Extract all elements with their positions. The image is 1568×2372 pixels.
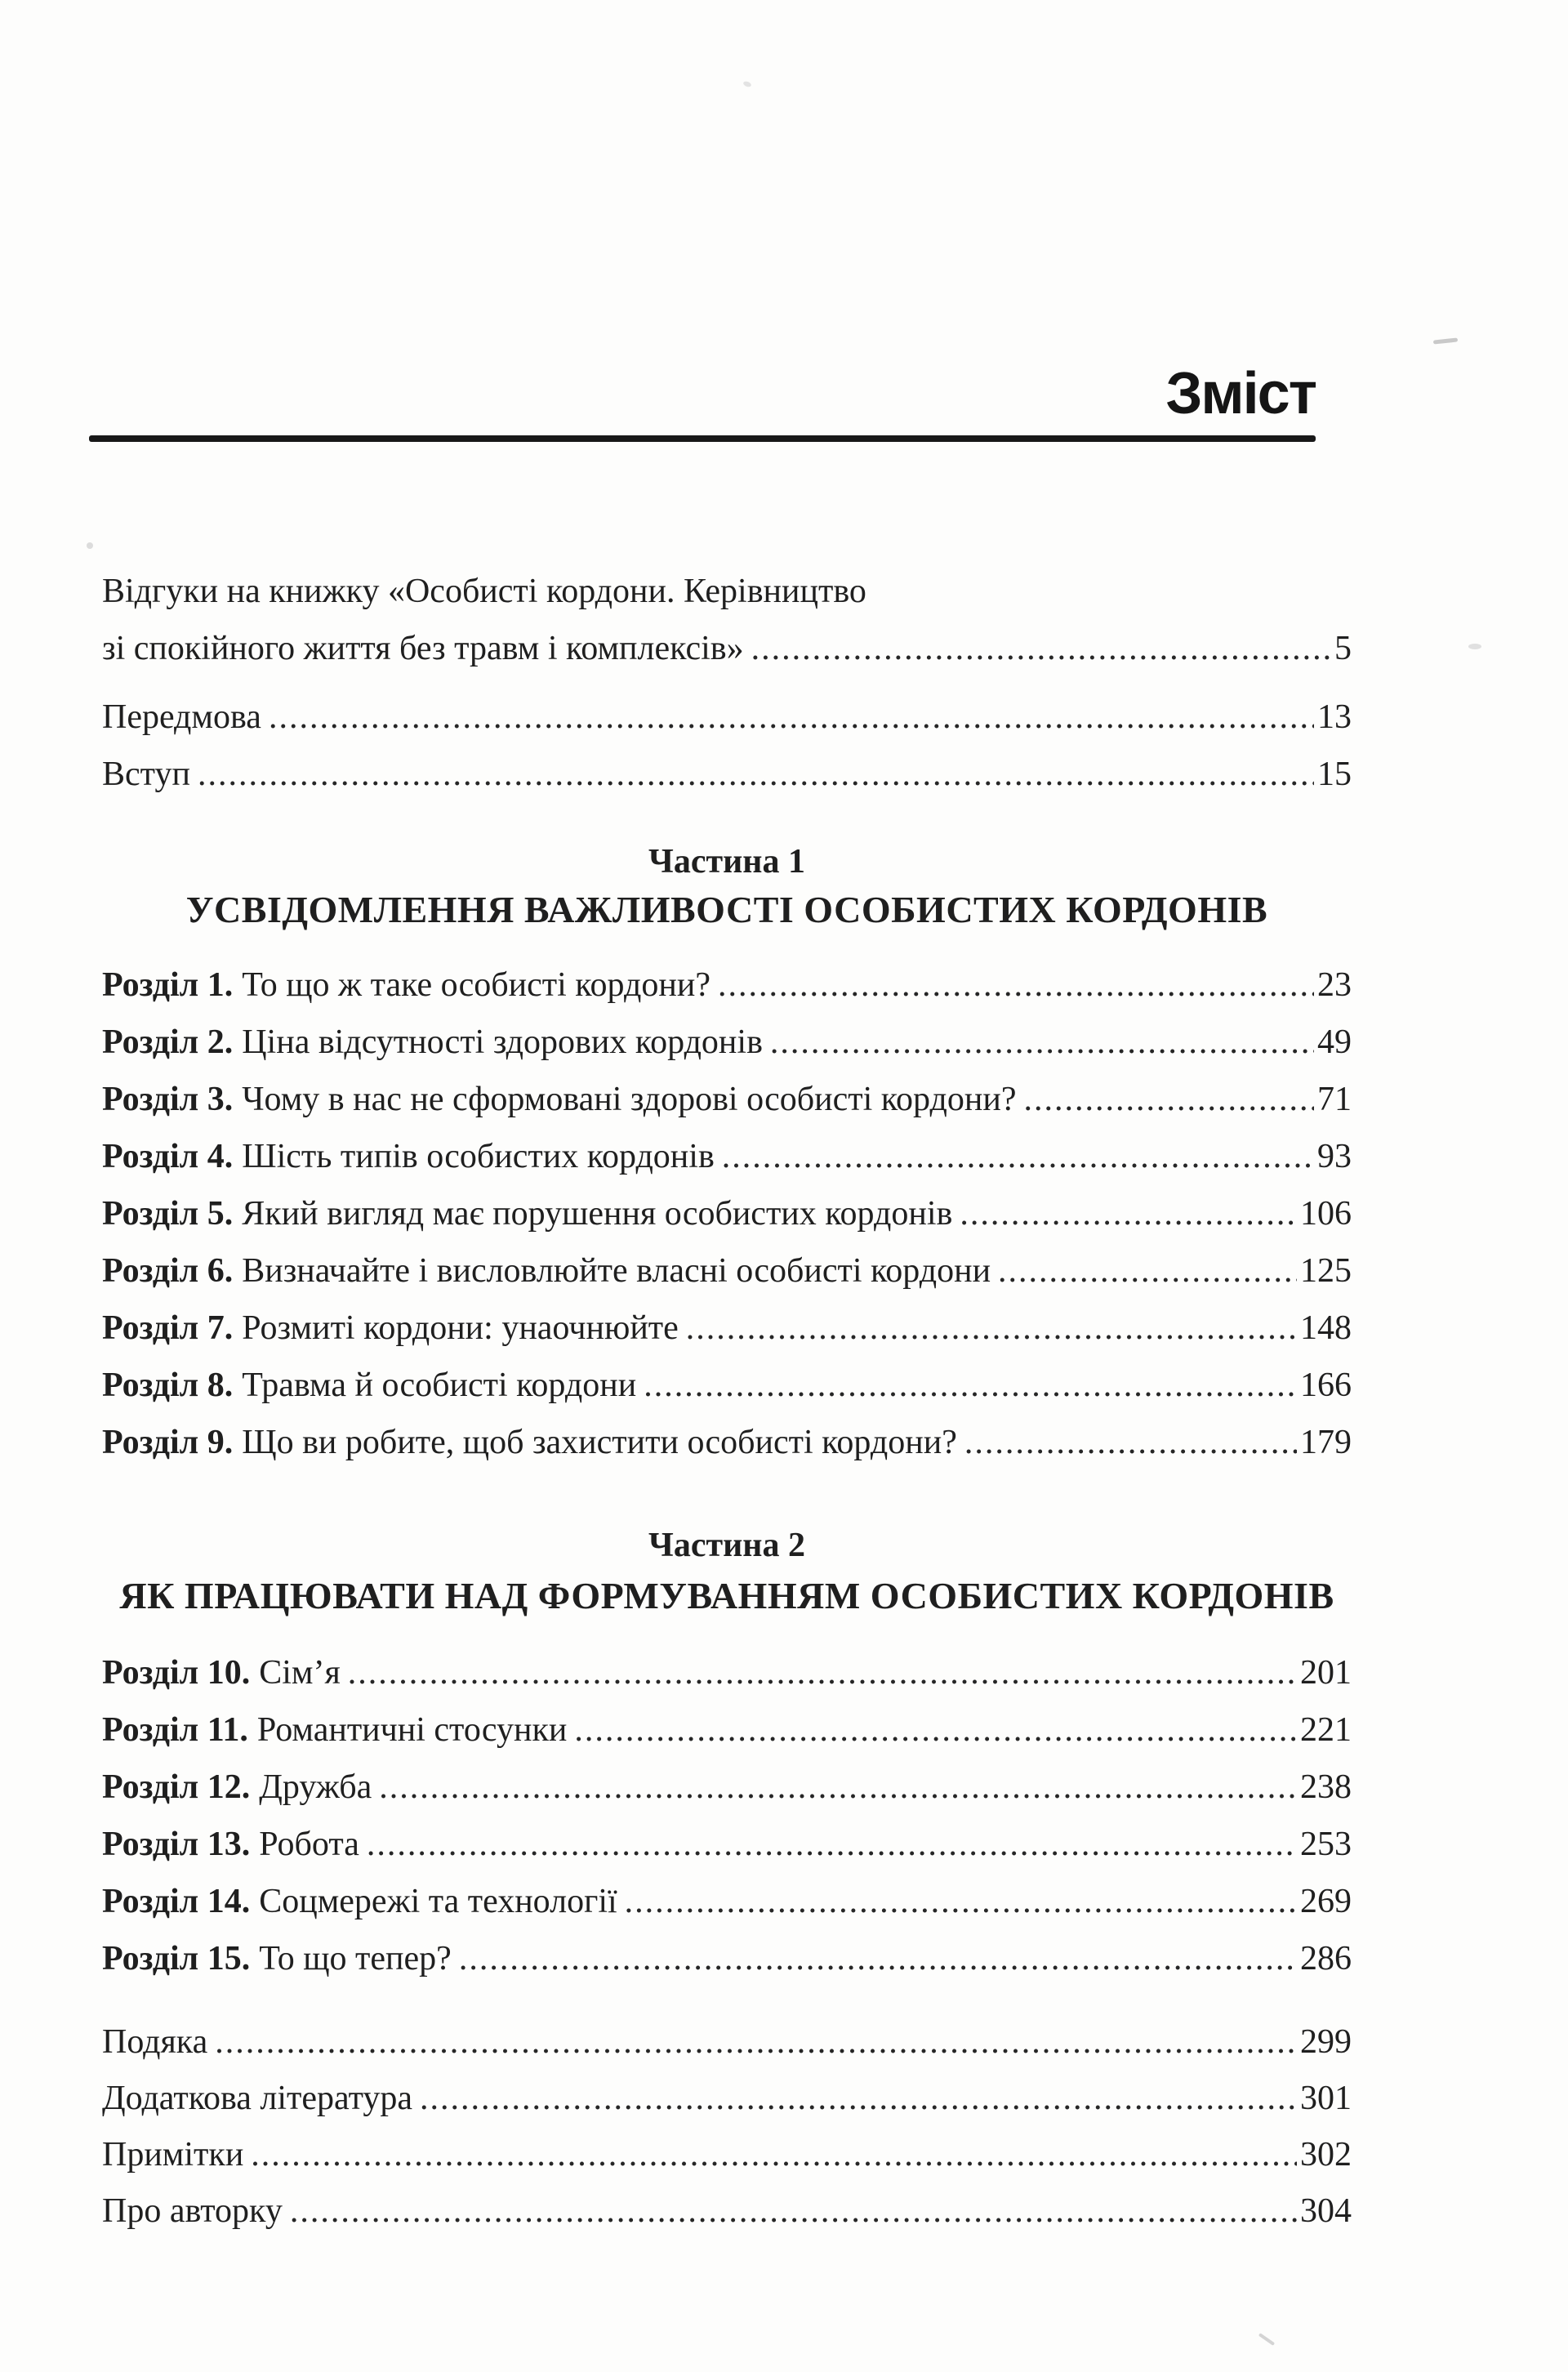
dot-leader [215, 2014, 1297, 2071]
toc-entry-row [102, 689, 1352, 746]
toc-entry-row [102, 1816, 1352, 1873]
part-1-heading: УСВІДОМЛЕННЯ ВАЖЛИВОСТІ ОСОБИСТИХ КОРДОНІВ [185, 889, 1268, 930]
toc-entry-row [102, 1701, 1352, 1759]
page-number: 148 [1300, 1309, 1352, 1347]
page-number: 5 [1334, 630, 1352, 667]
entry-label: Подяка [102, 2023, 208, 2061]
toc-entry-row [102, 1930, 1352, 1987]
entry-title: Соцмережі та технології [259, 1883, 617, 1920]
entry-title: Романтичні стосунки [256, 1711, 568, 1749]
entry-label: Про авторку [102, 2192, 283, 2230]
toc-entry-row [102, 1759, 1352, 1816]
dot-leader [964, 1414, 1297, 1471]
toc-entry-row [102, 1414, 1352, 1471]
entry-prefix: Розділ 7. [102, 1309, 234, 1347]
entry-label [102, 1644, 341, 1701]
toc-entry-row [102, 1300, 1352, 1357]
toc-entry-row [102, 620, 1352, 677]
entry-label [102, 956, 710, 1014]
dot-leader [960, 1185, 1297, 1242]
dot-leader [625, 1873, 1297, 1930]
entry-label: Вступ [102, 756, 190, 793]
page-number: 179 [1300, 1424, 1352, 1461]
page-number: 166 [1300, 1367, 1352, 1404]
entry-label [102, 1071, 1016, 1128]
entry-label [102, 1357, 636, 1414]
dot-leader [1023, 1071, 1314, 1128]
dot-leader [574, 1701, 1297, 1759]
page-number: 299 [1300, 2023, 1352, 2061]
dot-leader [459, 1930, 1297, 1987]
entry-title: Що ви робите, щоб захистити особисті кордони? [242, 1424, 957, 1461]
dot-leader [998, 1242, 1297, 1300]
page-number: 286 [1300, 1940, 1352, 1977]
part-1-kicker: Частина 1 [648, 843, 805, 881]
entry-prefix: Розділ 8. [102, 1367, 234, 1404]
entry-prefix: Розділ 3. [102, 1081, 234, 1118]
page-number: 221 [1300, 1711, 1352, 1749]
entry-prefix: Розділ 13. [102, 1826, 251, 1863]
page-number: 253 [1300, 1826, 1352, 1863]
toc-entry-row [102, 1357, 1352, 1414]
toc-entry-row [102, 746, 1352, 803]
toc-entry-row [102, 2071, 1352, 2127]
part-2-entries [102, 1644, 1352, 1987]
dot-leader [686, 1300, 1297, 1357]
page-number: 238 [1300, 1768, 1352, 1806]
entry-label [102, 1414, 957, 1471]
page-number: 23 [1317, 966, 1352, 1004]
part-2-kicker: Частина 2 [648, 1527, 805, 1564]
toc-entry-row [102, 1185, 1352, 1242]
entry-title: Шість типів особистих кордонів [242, 1138, 715, 1175]
toc-entry-row [102, 563, 1352, 620]
dot-leader [751, 620, 1331, 677]
toc-entry-row [102, 1128, 1352, 1185]
page-title: Зміст [1165, 361, 1316, 426]
dot-leader [770, 1014, 1314, 1071]
dot-leader [251, 2127, 1297, 2183]
scan-artifact [1258, 2333, 1275, 2346]
dot-leader [722, 1128, 1314, 1185]
entry-title: Розмиті кордони: унаочнюйте [242, 1309, 679, 1347]
scan-artifact [87, 542, 93, 549]
entry-label: Передмова [102, 698, 261, 736]
entry-label: зі спокійного життя без травм і комплексів» [102, 630, 744, 667]
entry-title: Травма й особисті кордони [242, 1367, 637, 1404]
page-number: 304 [1300, 2192, 1352, 2230]
page-number: 71 [1317, 1081, 1352, 1118]
entry-label [102, 1300, 679, 1357]
entry-prefix: Розділ 11. [102, 1711, 248, 1749]
back-matter-list [102, 2014, 1352, 2240]
dot-leader [420, 2071, 1297, 2127]
entry-label [102, 1242, 991, 1300]
entry-label: Відгуки на книжку «Особисті кордони. Керівництво [102, 573, 866, 610]
dot-leader [379, 1759, 1297, 1816]
entry-label [102, 1816, 359, 1873]
page-number: 93 [1317, 1138, 1352, 1175]
entry-title: Чому в нас не сформовані здорові особисті кордони? [242, 1081, 1017, 1118]
dot-leader [198, 746, 1314, 803]
toc-entry-row [102, 1644, 1352, 1701]
toc-entry-row [102, 1873, 1352, 1930]
entry-prefix: Розділ 6. [102, 1252, 234, 1290]
toc-entry-row [102, 1071, 1352, 1128]
toc-entry-row [102, 1242, 1352, 1300]
entry-title: Ціна відсутності здорових кордонів [242, 1023, 763, 1061]
toc-entry-row [102, 2183, 1352, 2240]
dot-leader [644, 1357, 1297, 1414]
dot-leader [269, 689, 1314, 746]
entry-label [102, 1930, 452, 1987]
entry-label: Додаткова література [102, 2080, 413, 2117]
entry-label [102, 1873, 617, 1930]
entry-title: Сім’я [259, 1654, 341, 1692]
page-number: 302 [1300, 2136, 1352, 2174]
entry-label [102, 1128, 715, 1185]
page-number: 125 [1300, 1252, 1352, 1290]
part-2-section [102, 1524, 1352, 1987]
toc-entry-row [102, 2127, 1352, 2183]
entry-prefix: Розділ 12. [102, 1768, 251, 1806]
entry-label [102, 1185, 952, 1242]
dot-leader [718, 956, 1314, 1014]
entry-title: Дружба [259, 1768, 372, 1806]
entry-label [102, 1014, 763, 1071]
front-matter-list [102, 563, 1352, 803]
entry-prefix: Розділ 14. [102, 1883, 251, 1920]
entry-label [102, 1759, 372, 1816]
page-number: 49 [1317, 1023, 1352, 1061]
dot-leader [290, 2183, 1297, 2240]
page-number: 301 [1300, 2080, 1352, 2117]
part-1-section [102, 840, 1352, 1471]
page-number: 15 [1317, 756, 1352, 793]
page-number: 13 [1317, 698, 1352, 736]
entry-prefix: Розділ 5. [102, 1195, 234, 1233]
toc-content [102, 0, 1352, 2240]
toc-entry-row [102, 956, 1352, 1014]
page-number: 201 [1300, 1654, 1352, 1692]
entry-prefix: Розділ 2. [102, 1023, 234, 1061]
entry-title: Робота [259, 1826, 359, 1863]
page-number: 106 [1300, 1195, 1352, 1233]
entry-title: То що тепер? [259, 1940, 452, 1977]
part-2-heading: ЯК ПРАЦЮВАТИ НАД ФОРМУВАННЯМ ОСОБИСТИХ КОРДОНІВ [119, 1575, 1334, 1616]
title-underline [89, 435, 1316, 442]
entry-title: То що ж таке особисті кордони? [242, 966, 710, 1004]
entry-label [102, 1701, 567, 1759]
entry-prefix: Розділ 9. [102, 1424, 234, 1461]
scan-artifact [1433, 337, 1458, 344]
entry-title: Визначайте і висловлюйте власні особисті кордони [242, 1252, 991, 1290]
dot-leader [348, 1644, 1297, 1701]
toc-entry-row [102, 2014, 1352, 2071]
entry-prefix: Розділ 10. [102, 1654, 251, 1692]
page-number: 269 [1300, 1883, 1352, 1920]
entry-title: Який вигляд має порушення особистих кордонів [242, 1195, 953, 1233]
toc-entry-row [102, 1014, 1352, 1071]
scan-artifact [1468, 644, 1481, 649]
entry-prefix: Розділ 15. [102, 1940, 251, 1977]
entry-prefix: Розділ 4. [102, 1138, 234, 1175]
entry-prefix: Розділ 1. [102, 966, 234, 1004]
dot-leader [367, 1816, 1297, 1873]
part-1-entries [102, 956, 1352, 1471]
entry-label: Примітки [102, 2136, 244, 2174]
